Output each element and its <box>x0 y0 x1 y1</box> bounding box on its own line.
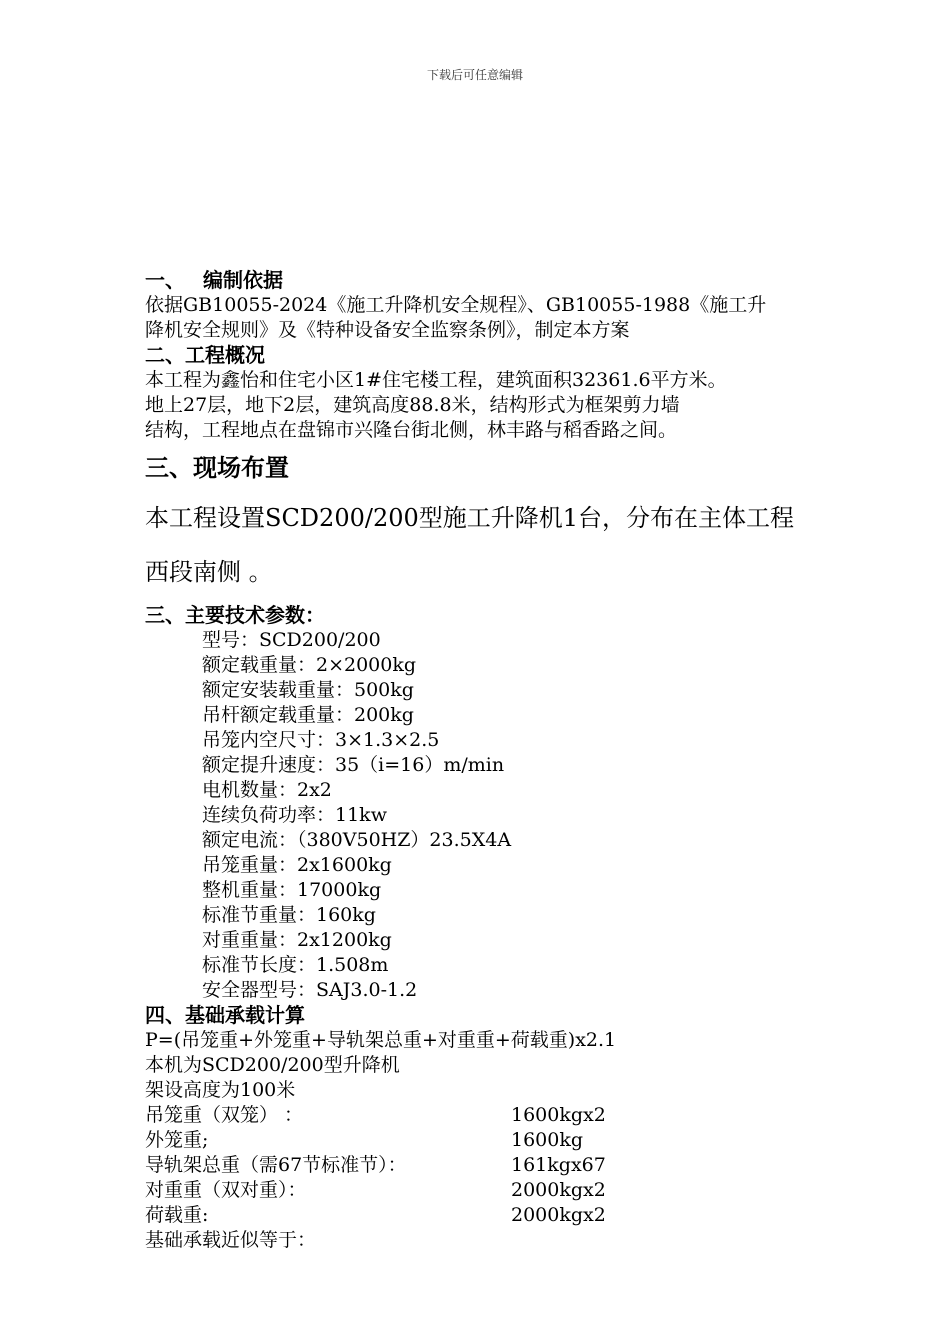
model-line: 本机为SCD200/200型升降机 <box>145 1054 400 1076</box>
section3-line-1: 本工程设置SCD200/200型施工升降机1台，分布在主体工程 <box>145 504 795 532</box>
params-list <box>202 628 845 1003</box>
section3-line-2: 西段南侧 。 <box>145 558 273 586</box>
section2-heading: 二、工程概况 <box>145 343 265 367</box>
calc-row <box>145 1128 845 1153</box>
calc-label: 吊笼重（双笼） ： <box>145 1104 304 1126</box>
param-item: 整机重量：17000kg <box>202 879 382 901</box>
params-heading: 三、主要技术参数： <box>145 603 325 627</box>
document-body <box>145 268 845 1253</box>
closing-line: 基础承载近似等于： <box>145 1229 317 1251</box>
calc-value: 2000kgx2 <box>511 1204 606 1226</box>
section1-line-1: 依据GB10055-2024《施工升降机安全规程》、GB10055-1988《施工升 <box>145 294 767 316</box>
param-item: 标准节重量：160kg <box>202 904 376 926</box>
section1-number: 一、 <box>145 268 185 292</box>
param-item: 安全器型号：SAJ3.0-1.2 <box>202 979 418 1001</box>
calc-value: 161kgx67 <box>511 1154 606 1176</box>
param-item: 对重重量：2x1200kg <box>202 929 392 951</box>
section1-line-2: 降机安全规则》及《特种设备安全监察条例》，制定本方案 <box>145 319 630 341</box>
param-item: 标准节长度：1.508m <box>202 954 389 976</box>
calc-row <box>145 1178 845 1203</box>
param-item: 额定提升速度：35（i=16）m/min <box>202 754 505 776</box>
param-item: 型号：SCD200/200 <box>202 629 381 651</box>
param-item: 额定安装载重量：500kg <box>202 679 414 701</box>
calc-value: 2000kgx2 <box>511 1179 606 1201</box>
calc-label: 外笼重; <box>145 1129 209 1151</box>
section2-line-3: 结构，工程地点在盘锦市兴隆台街北侧，林丰路与稻香路之间。 <box>145 419 678 441</box>
section4-heading: 四、基础承载计算 <box>145 1003 305 1027</box>
section2-line-2: 地上27层，地下2层，建筑高度88.8米，结构形式为框架剪力墙 <box>145 394 680 416</box>
param-item: 电机数量：2x2 <box>202 779 332 801</box>
param-item: 吊笼重量：2x1600kg <box>202 854 392 876</box>
calc-label: 对重重（双对重）： <box>145 1179 307 1201</box>
formula-line: P=(吊笼重+外笼重+导轨架总重+对重重+荷载重)x2.1 <box>145 1029 617 1051</box>
header-note: 下载后可任意编辑 <box>426 68 523 82</box>
param-item: 额定电流：（380V50HZ）23.5X4A <box>202 829 512 851</box>
calc-row <box>145 1203 845 1228</box>
param-item: 吊杆额定载重量：200kg <box>202 704 414 726</box>
param-item: 吊笼内空尺寸：3×1.3×2.5 <box>202 729 440 751</box>
param-item: 连续负荷功率：11kw <box>202 804 387 826</box>
calc-value: 1600kg <box>511 1129 584 1151</box>
calc-label: 荷载重: <box>145 1204 209 1226</box>
section1-heading <box>145 268 845 293</box>
section3-heading: 三、现场布置 <box>145 453 289 482</box>
calc-row <box>145 1153 845 1178</box>
section1-title: 编制依据 <box>203 268 283 292</box>
section2-line-1: 本工程为鑫怡和住宅小区1#住宅楼工程，建筑面积32361.6平方米。 <box>145 369 727 391</box>
calc-value: 1600kgx2 <box>511 1104 606 1126</box>
calc-row <box>145 1103 845 1128</box>
height-line: 架设高度为100米 <box>145 1079 296 1101</box>
param-item: 额定载重量：2×2000kg <box>202 654 417 676</box>
calc-label: 导轨架总重（需67节标准节）： <box>145 1154 407 1176</box>
